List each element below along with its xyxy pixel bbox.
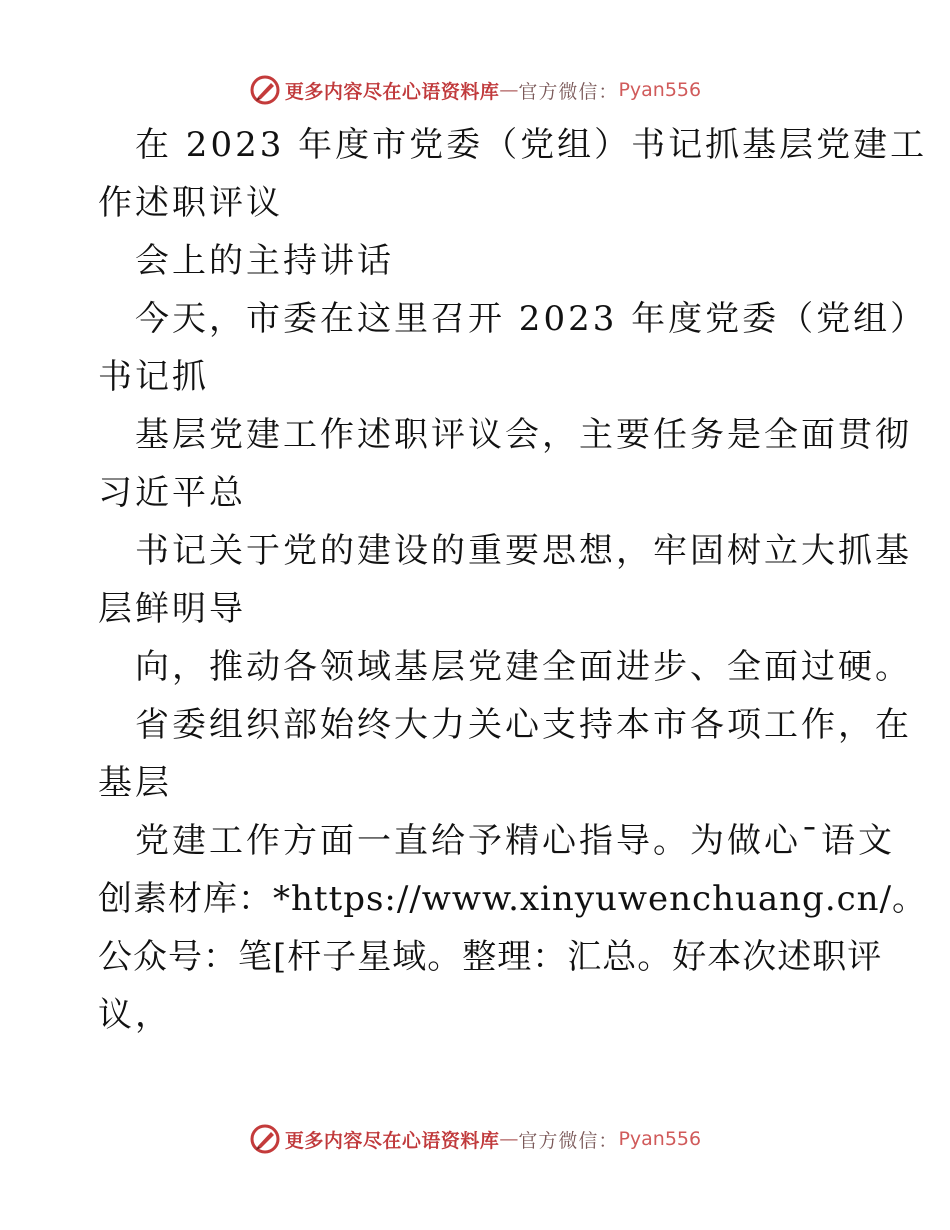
banner-main-text: 更多内容尽在心语资料库 — [284, 1129, 500, 1152]
document-body — [98, 116, 928, 1044]
body-line: 基层 — [98, 763, 172, 803]
body-line: 党建工作方面一直给予精心指导。为做心¯语文 — [135, 821, 895, 861]
body-line: 书记关于党的建设的重要思想，牢固树立大抓基 — [135, 531, 912, 571]
banner-wechat-handle: Pyan556 — [618, 79, 702, 101]
pen-logo-icon — [249, 1123, 281, 1155]
banner-main-text: 更多内容尽在心语资料库 — [284, 80, 500, 103]
body-line: 省委组织部始终大力关心支持本市各项工作，在 — [135, 705, 912, 745]
body-line: 会上的主持讲话 — [135, 241, 394, 281]
body-line: 今天，市委在这里召开 2023 年度党委（党组） — [135, 299, 928, 339]
body-line: 书记抓 — [98, 357, 209, 397]
body-line: 习近平总 — [98, 473, 246, 513]
footer-watermark-banner — [0, 1122, 950, 1156]
body-line: 层鲜明导 — [98, 589, 246, 629]
banner-dash: — — [499, 1128, 519, 1150]
body-line: 基层党建工作述职评议会，主要任务是全面贯彻 — [135, 415, 912, 455]
banner-wechat-label: 官方微信： — [518, 1129, 619, 1152]
body-line: 创素材库：*https://www.xinyuwenchuang.cn/。 — [98, 879, 928, 919]
body-line: 向，推动各领域基层党建全面进步、全面过硬。 — [135, 647, 912, 687]
banner-dash: — — [499, 79, 519, 101]
body-line: 议， — [98, 995, 172, 1035]
banner-wechat-label: 官方微信： — [518, 80, 619, 103]
banner-wechat-handle: Pyan556 — [618, 1128, 702, 1150]
header-watermark-banner — [0, 73, 950, 107]
pen-logo-icon — [249, 74, 281, 106]
body-line: 公众号：笔[杆子星域。整理：汇总。好本次述职评 — [98, 937, 883, 977]
body-line: 作述职评议 — [98, 183, 283, 223]
body-line: 在 2023 年度市党委（党组）书记抓基层党建工 — [135, 125, 928, 165]
